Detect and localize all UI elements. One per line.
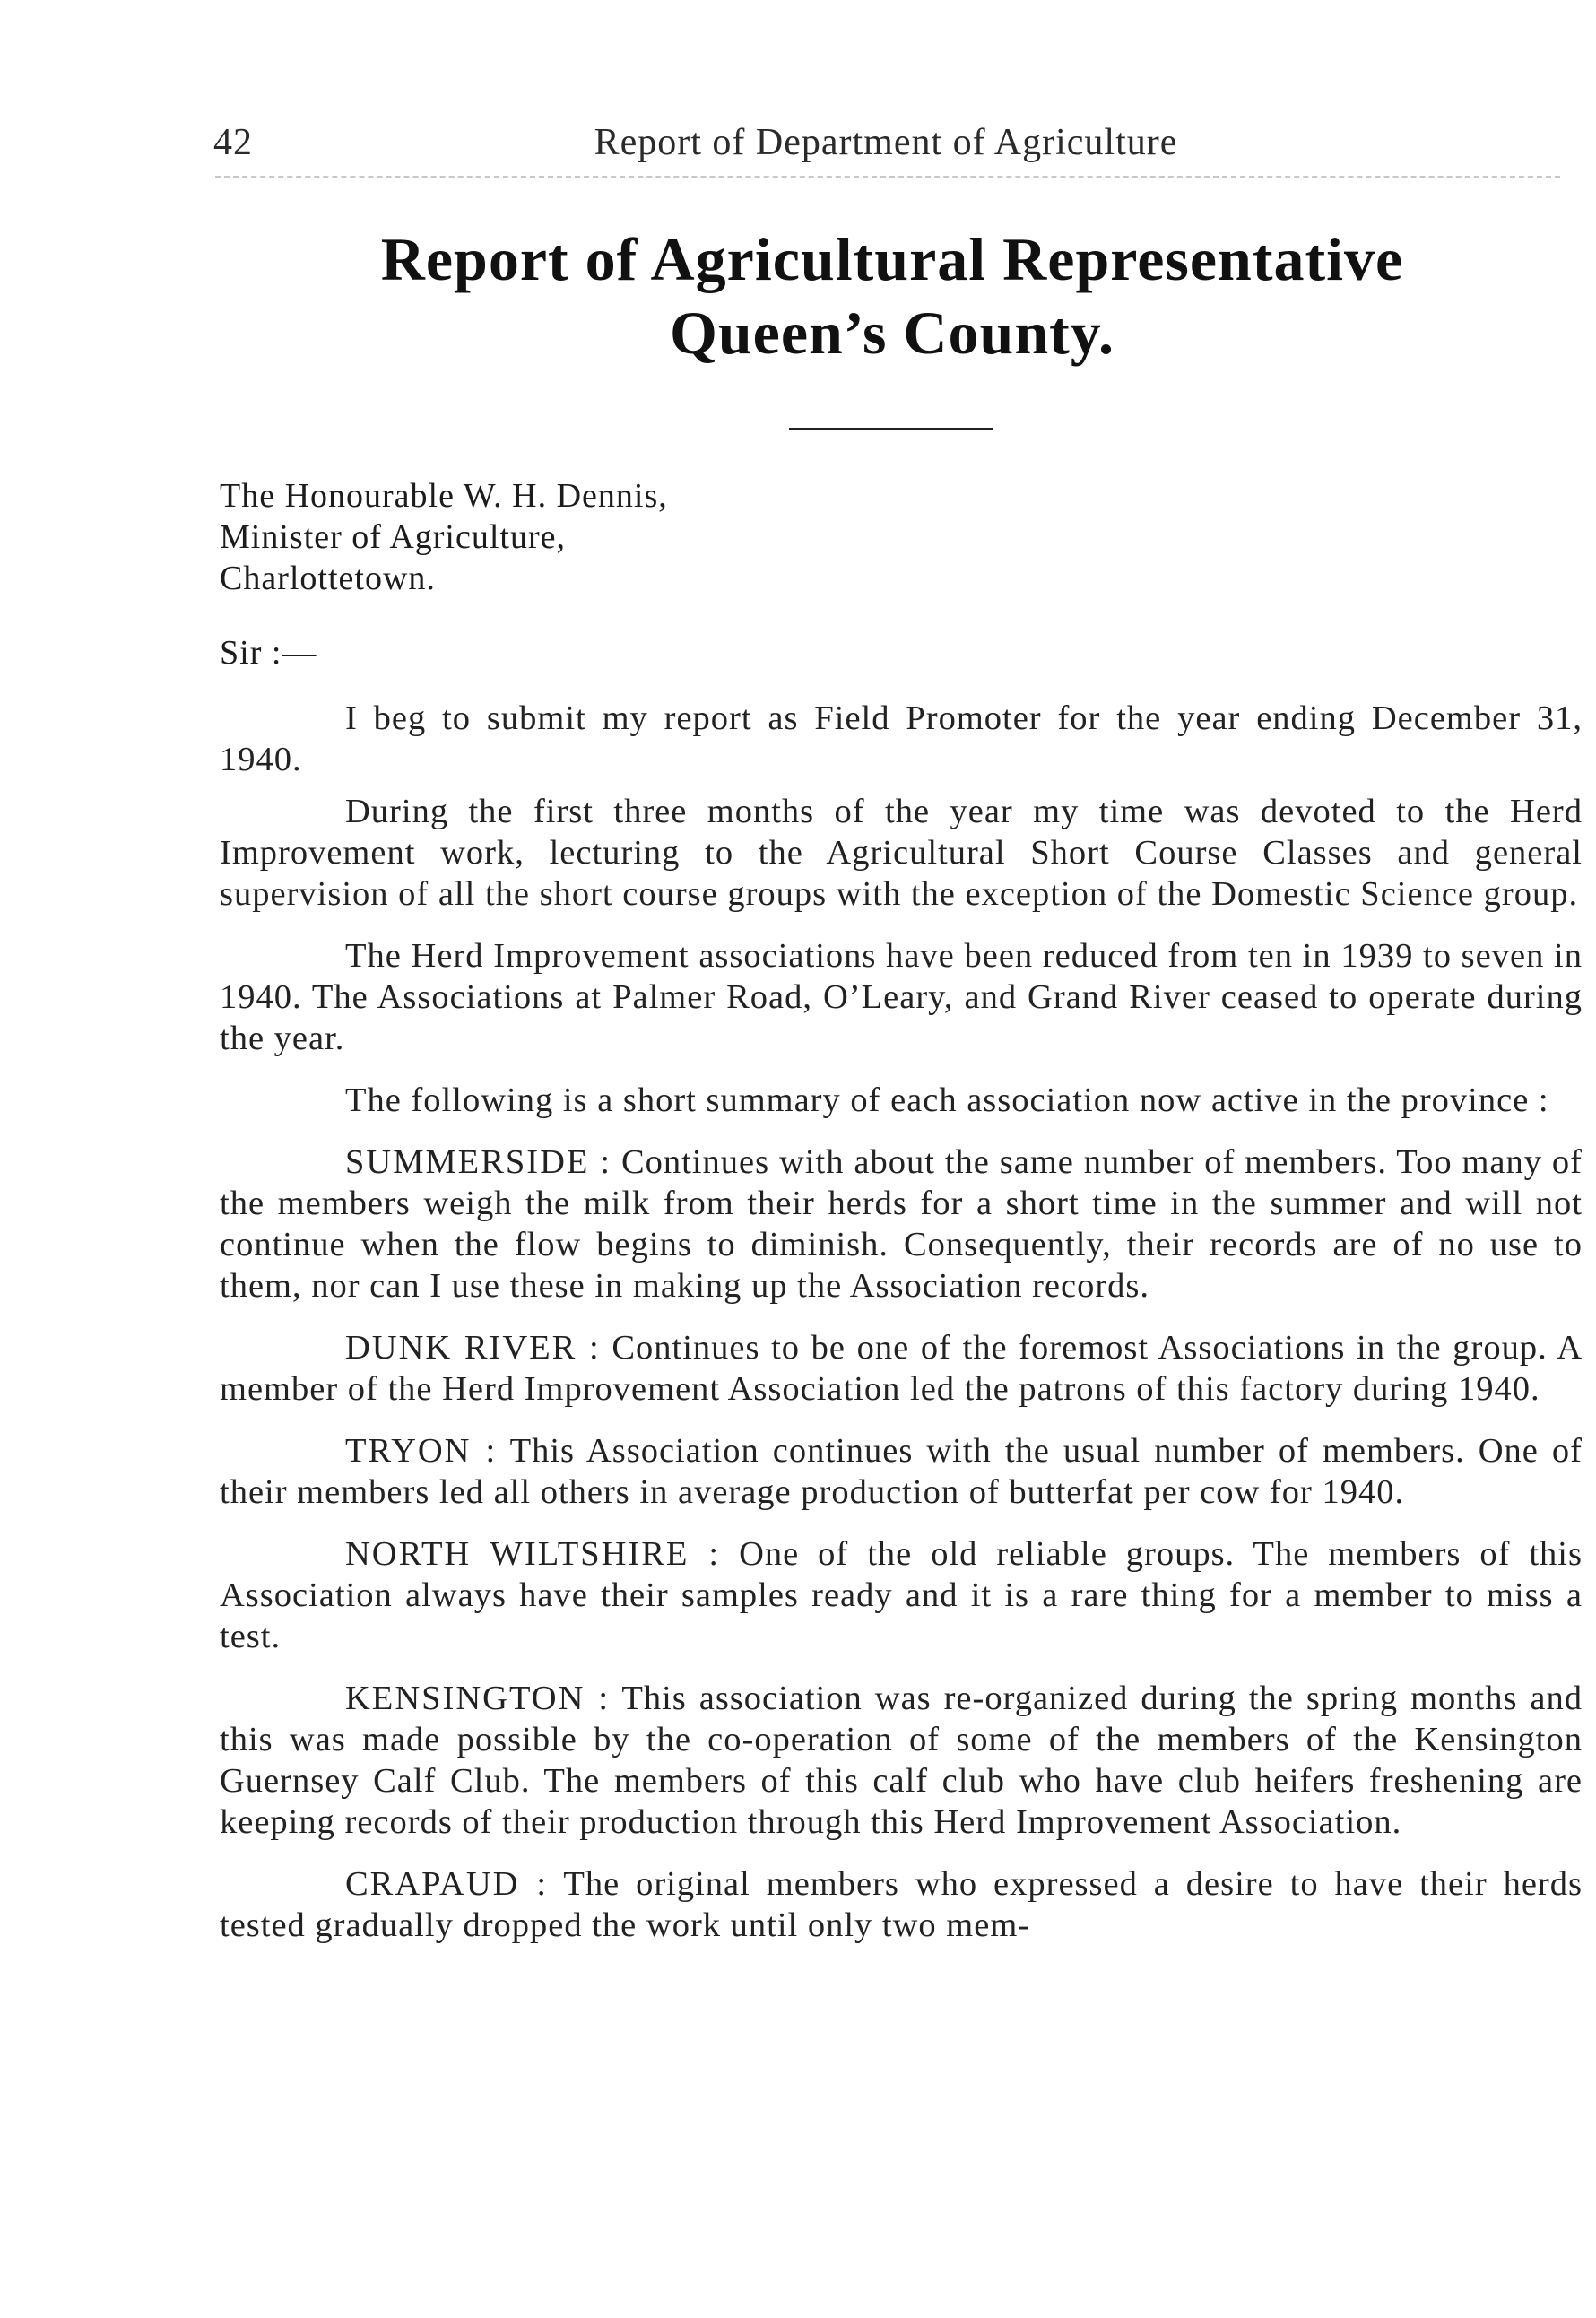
association-name-summerside: SUMMERSIDE : <box>345 1143 612 1181</box>
running-header <box>213 121 1585 171</box>
association-name-tryon: TRYON : <box>345 1432 498 1470</box>
paragraph-crapaud <box>220 1863 1583 1946</box>
paragraph-first-three-months: During the first three months of the year my time was devoted to the Herd Improvement work, lecturing to the Agricultural Short Course Classes and general supervision of all the short course groups with the exception of the Domestic Science group. <box>220 793 1583 913</box>
paragraph-text: This Association continues with the usual number of members. One of their members led all others in average production of butterfat per cow for 1940. <box>220 1432 1583 1511</box>
paragraph-text: One of the old reliable groups. The members of this Association always have their samples ready and it is a rare thing for a member to miss a test. <box>220 1535 1583 1655</box>
report-title-line-1: Report of Agricultural Representative <box>380 225 1404 293</box>
paragraph-text: Continues to be one of the foremost Associations in the group. A member of the Herd Improvement Association led the patrons of this factory during 1940. <box>220 1329 1583 1408</box>
association-name-north-wiltshire: NORTH WILTSHIRE : <box>345 1535 721 1573</box>
paragraph-summary-intro: The following is a short summary of each association now active in the province : <box>345 1081 1549 1119</box>
report-title-line-2: Queen’s County. <box>669 299 1115 367</box>
paragraph-text: Continues with about the same number of members. Too many of the members weigh the milk from their herds for a short time in the summer and will not continue when the flow begins to diminish. Consequently, their records are of no use to them, nor can I use these in making up the Association records. <box>220 1143 1583 1305</box>
paragraph-text: The original members who expressed a desire to have their herds tested gradually dropped the work until only two mem- <box>220 1865 1583 1944</box>
paragraph-summerside <box>220 1142 1583 1307</box>
paragraph-text: This association was re-organized during the spring months and this was made possible by the co-operation of some of the members of the Kensington Guernsey Calf Club. The members of this calf club who have club heifers freshening are keeping records of their production through this Herd Improvement Association. <box>220 1680 1583 1841</box>
association-name-crapaud: CRAPAUD : <box>345 1865 549 1903</box>
addressee-position: Minister of Agriculture, <box>220 518 566 556</box>
header-rule <box>215 176 1560 178</box>
association-name-kensington: KENSINGTON : <box>345 1680 611 1717</box>
paragraph-north-wiltshire <box>220 1533 1583 1657</box>
paragraph-associations-reduced: The Herd Improvement associations have been reduced from ten in 1939 to seven in 1940. The Associations at Palmer Road, O’Leary, and Grand River ceased to operate during the year. <box>220 937 1583 1057</box>
page-number: 42 <box>213 122 253 163</box>
paragraph-kensington <box>220 1678 1583 1843</box>
report-body <box>220 698 1583 1966</box>
running-title: Report of Department of Agriculture <box>594 122 1178 163</box>
addressee-city: Charlottetown. <box>220 560 436 597</box>
paragraph-submission: I beg to submit my report as Field Promoter for the year ending December 31, 1940. <box>220 699 1583 778</box>
title-rule <box>789 428 993 430</box>
association-name-dunk-river: DUNK RIVER : <box>345 1329 601 1367</box>
paragraph-dunk-river <box>220 1327 1583 1410</box>
addressee-name: The Honourable W. H. Dennis, <box>220 477 668 515</box>
salutation: Sir :— <box>220 634 317 672</box>
report-title <box>206 222 1578 369</box>
addressee-block <box>220 475 668 599</box>
paragraph-tryon <box>220 1430 1583 1513</box>
